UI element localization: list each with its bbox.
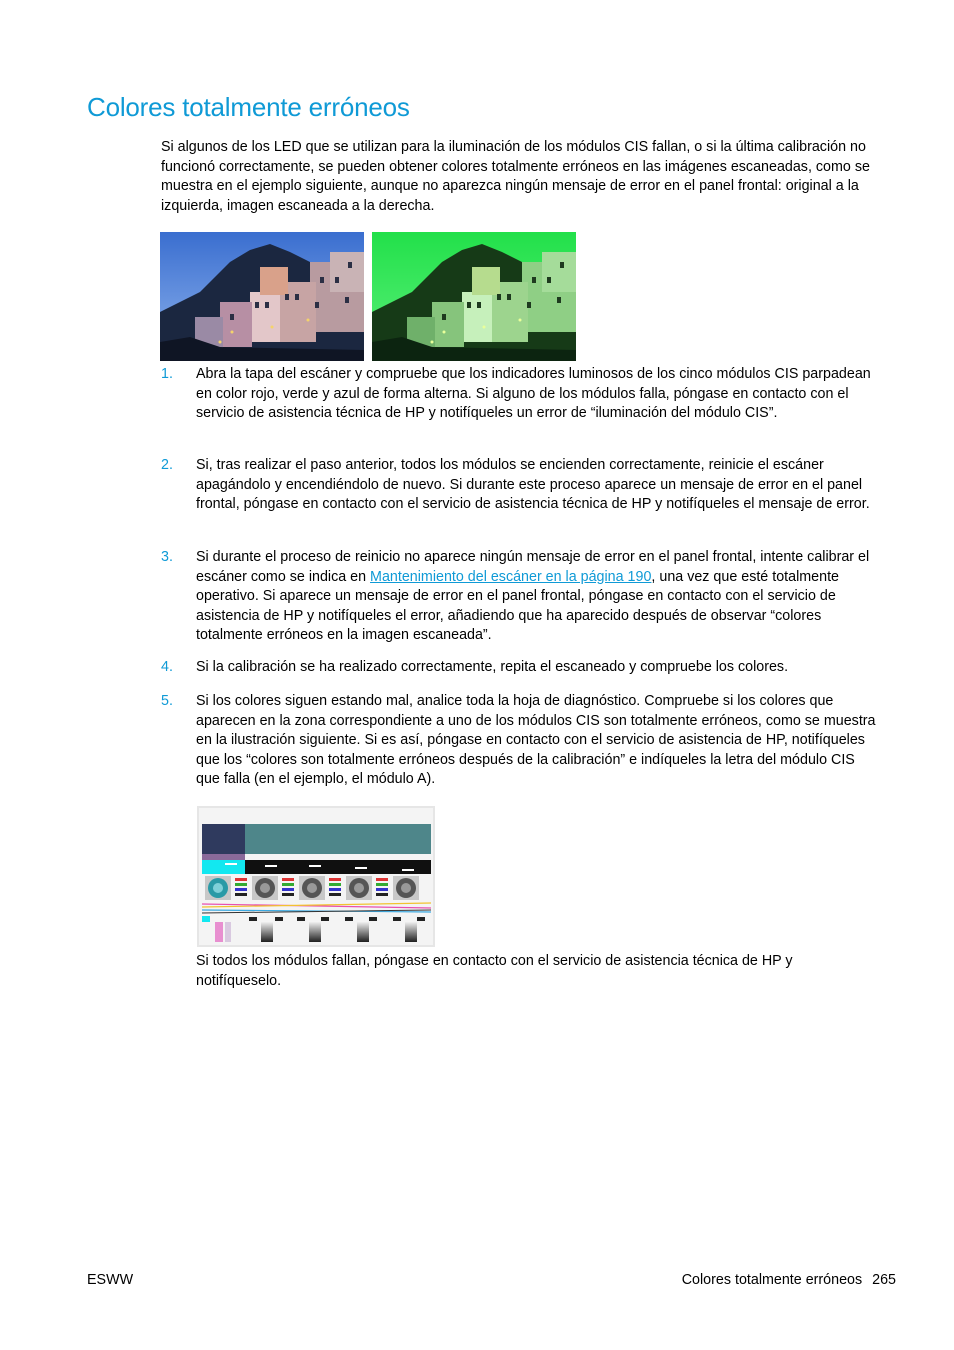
scanned-photo	[372, 232, 576, 361]
step-text: Si, tras realizar el paso anterior, todos los módulos se encienden correctamente, reinicie el escáner apagándolo y encendiéndolo de nuevo. Si durante este proceso aparece un mensaje de error en el panel frontal, póngase en contacto con el servicio de asistencia técnica de HP y notifíqueles el mensaje de error.	[196, 457, 870, 512]
step-text: Si la calibración se ha realizado correctamente, repita el escaneado y compruebe los colores.	[196, 659, 789, 675]
step-number: 5.	[161, 693, 173, 709]
step-text	[196, 548, 881, 646]
diagnostic-sheet-image	[197, 806, 435, 947]
original-photo	[160, 232, 364, 361]
scanner-maintenance-link[interactable]: Mantenimiento del escáner en la página 190	[370, 568, 652, 585]
step-number: 4.	[161, 659, 173, 675]
step-text: Abra la tapa del escáner y compruebe que los indicadores luminosos de los cinco módulos CIS parpadean en color rojo, verde y azul de forma alterna. Si alguno de los módulos falla, póngase en contacto con el servicio de asistencia técnica de HP y notifíqueles un error de “iluminación del módulo CIS”.	[196, 366, 871, 421]
intro-paragraph: Si algunos de los LED que se utilizan para la iluminación de los módulos CIS fallan, o si la última calibración no funcionó correctamente, se pueden obtener colores totalmente erróneos en las imágenes escaneadas, como se muestra en el ejemplo siguiente, aunque no aparezca ningún mensaje de error en el panel frontal: original a la izquierda, imagen escaneada a la derecha.	[161, 139, 870, 214]
step-number: 3.	[161, 549, 173, 565]
footer-page-info	[682, 1272, 896, 1288]
step-text-before-link: Si durante el proceso de reinicio no aparece ningún mensaje de error en el panel frontal, intente calibrar el escáner como se indica en	[196, 549, 870, 585]
footer-locale: ESWW	[87, 1272, 134, 1288]
page-number: 265	[872, 1272, 896, 1288]
footer-section-title: Colores totalmente erróneos	[681, 1272, 863, 1288]
step-number: 2.	[161, 457, 173, 473]
step-text: Si los colores siguen estando mal, analice toda la hoja de diagnóstico. Compruebe si los colores que aparecen en la zona correspondiente a uno de los módulos CIS son totalmente erróneos, como se muestra en la ilustración siguiente. Si es así, póngase en contacto con el servicio de asistencia de HP, notifíqueles que los “colores son totalmente erróneos después de la calibración” e indíqueles la letra del módulo CIS que falla (en el ejemplo, el módulo A).	[196, 693, 876, 787]
page-title: Colores totalmente erróneos	[87, 92, 410, 122]
final-note: Si todos los módulos fallan, póngase en contacto con el servicio de asistencia técnica de HP y notifíqueselo.	[196, 953, 793, 989]
step-text-after-link: , una vez que esté totalmente operativo. Si aparece un mensaje de error en el panel frontal, póngase en contacto con el servicio de asistencia de HP y notifíqueles el error, añadiendo que ha aparecido después de observar “colores totalmente erróneos en la imagen escaneada”.	[196, 568, 839, 643]
step-number: 1.	[161, 366, 173, 382]
